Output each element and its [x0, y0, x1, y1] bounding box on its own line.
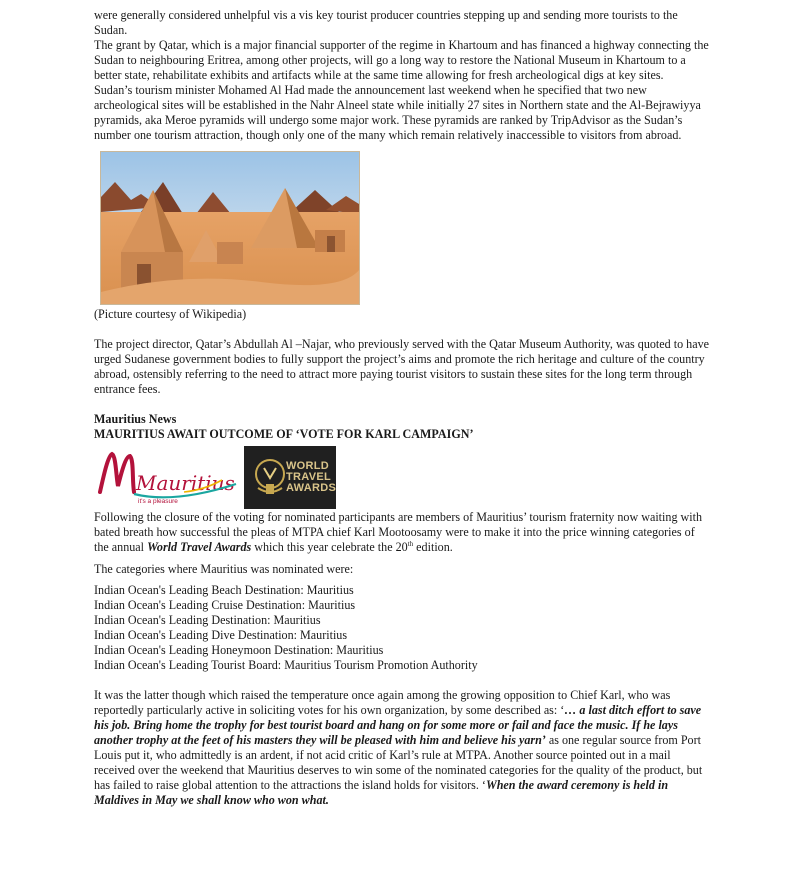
quote: … a last ditch effort to save his job. Bring home the trophy for best tourist board and hang on for some more or fail and face the music. If he lays another trophy at the feet of his masters they will be pleased with him and believe his yarn’	[94, 703, 702, 747]
paragraph: The grant by Qatar, which is a major financial supporter of the regime in Khartoum and has financed a highway connecting the Sudan to neighbouring Eritrea, among other projects, will go a long way to restore the National Museum in Khartoum to a better state, rehabilitate exhibits and artifacts while at the same time allowing for fresh archeological digs at key sites.	[94, 38, 709, 82]
paragraph: were generally considered unhelpful vis a vis key tourist producer countries stepping up and sending more tourists to the Sudan.	[94, 8, 678, 37]
paragraph: Sudan’s tourism minister Mohamed Al Had made the announcement last weekend when he specified that two new archeological sites will be established in the Nahr Alneel state while initially 27 sites in Northern state and the Al-Bejrawiyya pyramids, aka Meroe pyramids will undergo some major work. These pyramids are ranked by TripAdvisor as the Sudan’s number one tourism attraction, though only one of the many which remain relatively inaccessible to visitors from abroad.	[94, 83, 701, 142]
paragraph: The project director, Qatar’s Abdullah Al –Najar, who previously served with the Qatar Museum Authority, was quoted to have urged Sudanese government bodies to fully support the project’s aims and promote the rich heritage and culture of the country abroad, ostensibly referring to the need to attract more paying tourist visitors to sustain these sites for the long term through entrance fees.	[94, 337, 709, 396]
wta-line: AWARDS	[286, 482, 337, 494]
list-item: Indian Ocean's Leading Destination: Mauritius	[94, 613, 321, 627]
list-item: Indian Ocean's Leading Honeymoon Destination: Mauritius	[94, 643, 384, 657]
text-run: Following the closure of the voting for nominated participants are members of Mauritius’ tourism fraternity now waiting with bated breath how successful the pleas of MTPA chief Karl Mootoosamy were to make it into the price winning categories of the annual	[94, 510, 703, 554]
headline: MAURITIUS AWAIT OUTCOME OF ‘VOTE FOR KARL CAMPAIGN’	[94, 427, 474, 441]
list-item: Indian Ocean's Leading Cruise Destination: Mauritius	[94, 598, 356, 612]
text-run: It was the latter though which raised the temperature once again among the growing opposition to Chief Karl, who was reportedly particularly active in soliciting votes for his own organization, by some described as: ‘	[94, 688, 671, 717]
photo-caption: (Picture courtesy of Wikipedia)	[94, 307, 247, 321]
section-title: Mauritius News	[94, 412, 177, 426]
superscript: th	[407, 539, 414, 548]
logos-row	[94, 446, 710, 510]
categories-intro: The categories where Mauritius was nominated were:	[94, 562, 354, 576]
article-page	[94, 8, 710, 808]
categories-list	[94, 583, 710, 673]
pyramids-photo	[100, 151, 360, 305]
text-run: which this year celebrate the 20	[251, 540, 408, 554]
mauritius-logo-wordmark: Mauritius	[136, 471, 235, 495]
paragraph	[94, 688, 710, 808]
text-run: as one regular source from Port Louis put it, who admittedly is an ardent, if not acid critic of Karl’s rule at MTPA. Another source pointed out in a mail received over the weekend that Mauritius deserves to win some of the nominated categories for the quality of the product, but has failed to raise global attention to the attractions the island holds for visitors. ‘	[94, 733, 703, 792]
award-name: World Travel Awards	[147, 540, 252, 554]
paragraph	[94, 510, 710, 555]
list-item: Indian Ocean's Leading Tourist Board: Mauritius Tourism Promotion Authority	[94, 658, 478, 672]
quote: When the award ceremony is held in Maldives in May we shall know who won what.	[94, 778, 669, 807]
world-travel-awards-logo	[244, 446, 336, 509]
wta-line: WORLD	[286, 460, 330, 472]
text-run: edition.	[413, 540, 453, 554]
list-item: Indian Ocean's Leading Beach Destination: Mauritius	[94, 583, 354, 597]
wta-line: TRAVEL	[286, 471, 331, 483]
list-item: Indian Ocean's Leading Dive Destination: Mauritius	[94, 628, 348, 642]
mauritius-logo	[94, 446, 244, 506]
wta-text	[286, 461, 336, 494]
mauritius-logo-tagline: it's a pleasure	[138, 498, 178, 505]
